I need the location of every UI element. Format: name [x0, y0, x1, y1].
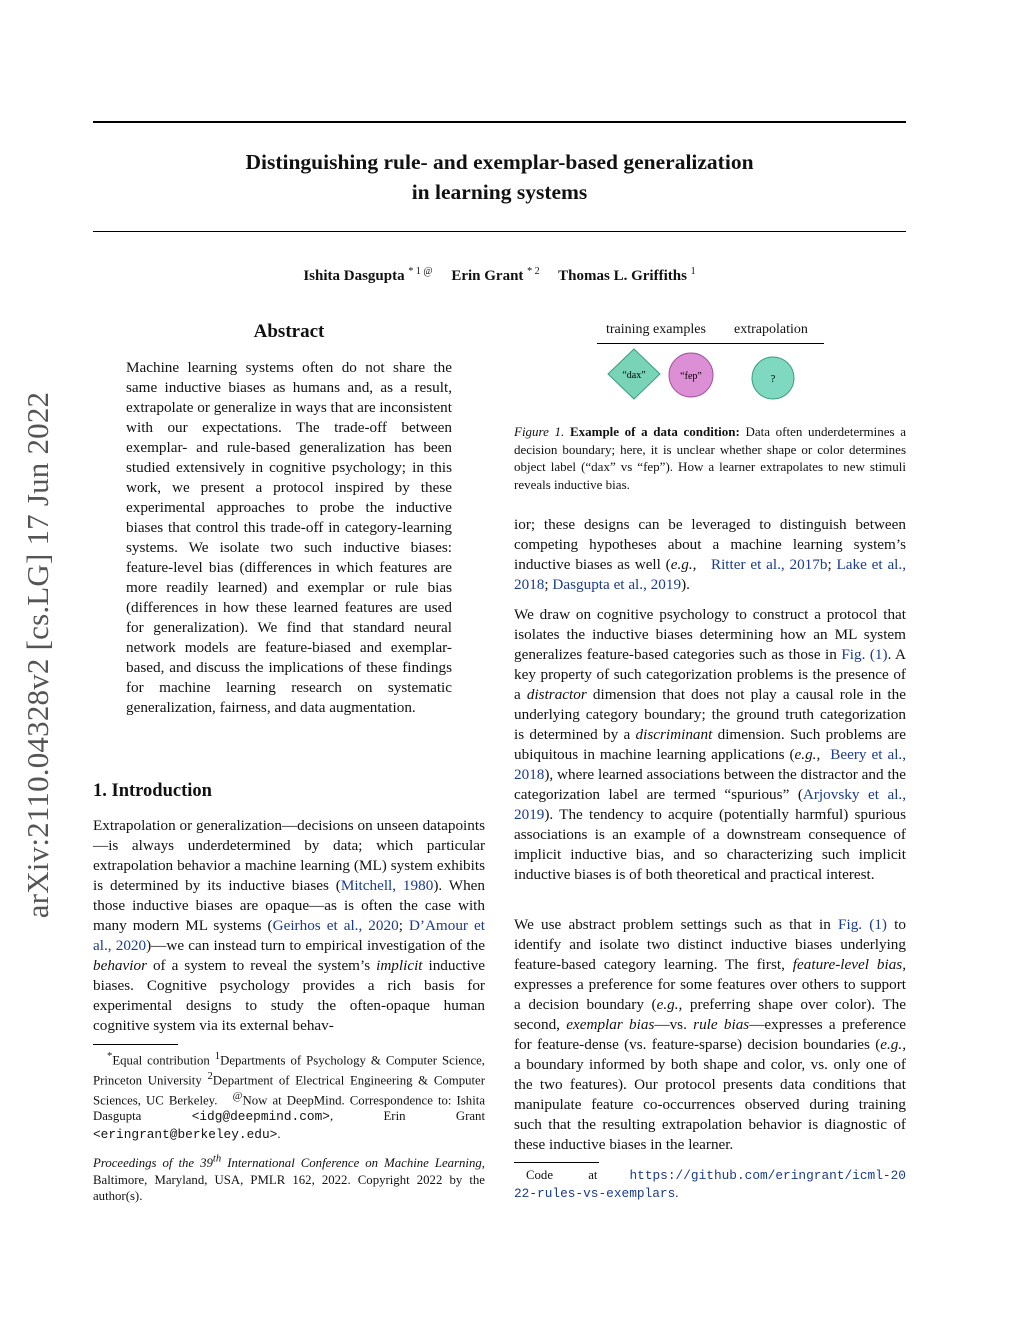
figure-shapes [597, 344, 825, 402]
emphasis: discriminant [635, 726, 713, 743]
author-name: Ishita Dasgupta [303, 268, 405, 284]
text-run: ). The tendency to acquire (potentially harmful) spurious associations is an example of a downstream consequence of implicit inductive bias, and so characterizing such implicit inductive biases is of both theoretical and practical interest. [514, 806, 906, 883]
text-run: preferring shape over color). The second, [514, 996, 906, 1033]
emphasis: e.g., [794, 746, 821, 763]
author-affil: 1 [690, 266, 696, 277]
text-run: ; [398, 917, 409, 934]
text-run: a boundary informed by both shape and color, vs. only one of the two features). Our protocol presents data conditions that manipulate feature co-occurrences observed during training such that the resulting extrapolation behavior is diagnostic of these inductive biases in the learner. [514, 1056, 906, 1153]
text-run: dimension. Such problems are ubiquitous in machine learning applications ( [514, 726, 906, 763]
footnote-now: Now at DeepMind. [242, 1092, 345, 1107]
citation-link[interactable]: Geirhos et al., 2020 [272, 917, 399, 934]
title-line-1: Distinguishing rule- and exemplar-based generalization [245, 150, 754, 174]
title-line-2: in learning systems [411, 180, 588, 204]
code-at: at [588, 1168, 598, 1182]
emphasis: e.g., [880, 1036, 906, 1053]
text-run: Extrapolation or generalization—decisions on unseen datapoints—is always underdetermined by data; which particular extrapolation behavior a machine learning (ML) system exhibits is determined by its inductive biases ( [93, 817, 485, 894]
caption-bold: Example of a data condition: [569, 424, 740, 439]
emphasis: e.g., [656, 996, 683, 1013]
code-footnote: Code at https://github.com/eringrant/icml-2022-rules-vs-exemplars. [514, 1168, 906, 1201]
footnote-dept2: Department of Electrical Engineering & Computer Sciences, UC Berkeley. [93, 1073, 485, 1107]
paper-title [93, 147, 906, 207]
figure-ref-link[interactable]: Fig. (1) [838, 916, 887, 933]
emphasis: behavior [93, 957, 147, 974]
title-rule-top [93, 121, 906, 123]
figure-ref-link[interactable]: Fig. (1) [841, 646, 888, 663]
citation-link[interactable]: Ritter et al., 2017b [710, 556, 828, 573]
emphasis: exemplar bias [566, 1016, 655, 1033]
citation-link[interactable]: Lake et al., 2018 [514, 556, 906, 593]
author-list [93, 266, 906, 285]
author-name: Thomas L. Griffiths [558, 268, 687, 284]
text-run: . A key property of such categorization problems is the presence of a [514, 646, 906, 703]
footnote-correspondence: Correspondence to: Ishita Dasgupta [93, 1092, 485, 1124]
email-link[interactable]: <eringrant@berkeley.edu> [93, 1126, 278, 1142]
abstract-heading: Abstract [253, 321, 325, 342]
fep-label: “fep” [680, 371, 702, 382]
intro-paragraph-1-cont [514, 515, 906, 595]
label-training-examples: training examples [606, 322, 706, 337]
text-run: , expresses a preference for some features over others to support a decision boundary ( [514, 956, 906, 1013]
text-run: —expresses a preference for feature-dense (vs. feature-sparse) decision boundaries ( [514, 1016, 906, 1053]
intro-paragraph-3 [514, 915, 906, 1155]
arxiv-sidebar [8, 375, 68, 935]
text-run: We draw on cognitive psychology to construct a protocol that isolates the inductive biases determining how an ML system generalizes feature-based categories such as those in [514, 606, 906, 663]
figure-caption [514, 423, 906, 493]
footnote-affiliations: *Equal contribution $^1$Departments of Psychology & Computer Science, Princeton University $^2$Department of Electrical Engineering & Computer Sciences, UC Berkeley. @Now at DeepMind. Correspondence to: Ishita Dasgupta <idg@deepmind.com>, Erin Grant <eringrant@berkeley.edu>. [93, 1051, 486, 1142]
author-affil: * 1 @ [408, 266, 433, 277]
text-run: ior; these designs can be leveraged to distinguish between competing hypotheses about a machine learning system’s inductive biases as well ( [514, 516, 906, 573]
text-run: International Conference on Machine Learning [221, 1156, 482, 1171]
proceedings-italic [93, 1156, 482, 1170]
author-name: Erin Grant [451, 268, 524, 284]
text-run: ), where learned associations between the distractor and the categorization label are termed “spurious” ( [514, 766, 906, 803]
label-extrapolation: extrapolation [734, 322, 808, 337]
text-run: , Baltimore, Maryland, USA, PMLR 162, 2022. Copyright 2022 by the author(s). [93, 1156, 485, 1204]
author-affil: * 2 [527, 266, 540, 277]
caption-text: Data often underdetermines a decision boundary; here, it is unclear whether shape or color determines object label (“dax” vs “fep”). How a learner extrapolates to new stimuli reveals inductive bias. [514, 424, 907, 492]
text-run: —vs. [654, 1016, 694, 1033]
text-run: th [212, 1154, 222, 1165]
emphasis: distractor [526, 686, 587, 703]
citation-link[interactable]: Dasgupta et al., 2019 [552, 576, 682, 593]
footnote-dept1: Departments of Psychology & Computer Science, Princeton University [93, 1053, 486, 1088]
proceedings-note [93, 1152, 485, 1205]
text-run: ). [681, 576, 690, 593]
section-heading: 1. Introduction [93, 781, 212, 801]
footnote-author: Erin Grant [383, 1109, 485, 1124]
text-run: )—we can instead turn to empirical investigation of the [146, 937, 485, 954]
figure-1 [597, 322, 825, 402]
emphasis: rule bias [693, 1016, 750, 1033]
email-link[interactable]: <idg@deepmind.com> [191, 1109, 330, 1125]
abstract-text: Machine learning systems often do not share the same inductive biases as humans and, as a result, extrapolate or generalize in ways that are inconsistent with our expectations. The trade-off between exemplar- and rule-based generalization has been studied extensively in cognitive psychology; in this work, we present a protocol inspired by these experimental approaches to probe the inductive biases that control this trade-off in category-learning systems. We isolate two such inductive biases: feature-level bias (differences in which features are more readily learned) and exemplar or rule bias (differences in how these learned features are used for generalization). We find that standard neural network models are feature-biased and exemplar-based, and discuss the implications of these findings for machine learning research on systematic generalization, fairness, and data augmentation. [126, 359, 452, 716]
code-url-link[interactable]: https://github.com/eringrant/icml-2022-rules-vs-exemplars [514, 1168, 906, 1201]
emphasis: implicit [376, 957, 423, 974]
citation-link[interactable]: Arjovsky et al., 2019 [514, 786, 907, 823]
caption-number: Figure 1. [514, 424, 565, 439]
intro-paragraph-2 [514, 605, 906, 885]
arxiv-id: arXiv:2110.04328v2 [cs.LG] 17 Jun 2022 [20, 391, 55, 919]
query-label: ? [770, 373, 776, 385]
citation-link[interactable]: Beery et al., 2018 [514, 746, 907, 783]
footnote-equal: Equal contribution [112, 1053, 210, 1068]
text-run: We use abstract problem settings such as that in [514, 916, 839, 933]
text-run: ; [827, 556, 837, 573]
footnote-rule [93, 1044, 178, 1045]
text-run: of a system to reveal the system’s [147, 957, 377, 974]
text-run: inductive biases. Cognitive psychology provides a rich basis for experimental designs to study the often-opaque human cognitive system via its external behav- [93, 957, 485, 1034]
text-run: dimension that does not play a causal role in the underlying category boundary; the ground truth categorization is determined by a [514, 686, 906, 743]
citation-link[interactable]: Mitchell, 1980 [340, 877, 434, 894]
title-rule-bottom [93, 231, 906, 232]
code-label: Code [526, 1168, 554, 1182]
emphasis: e.g., [670, 556, 697, 573]
footnote-rule [514, 1162, 599, 1163]
citation-link[interactable]: D’Amour et al., 2020 [93, 917, 485, 954]
intro-paragraph-1 [93, 816, 485, 1036]
text-run: ; [544, 576, 553, 593]
text-run: ). When those inductive biases are opaque—as is often the case with many modern ML systems ( [93, 877, 486, 934]
text-run: Proceedings of the 39 [93, 1156, 213, 1171]
dax-label: “dax” [622, 370, 646, 381]
text-run: to identify and isolate two distinct inductive biases underlying feature-based category learning. The first, [514, 916, 906, 973]
emphasis: feature-level bias [792, 956, 903, 973]
